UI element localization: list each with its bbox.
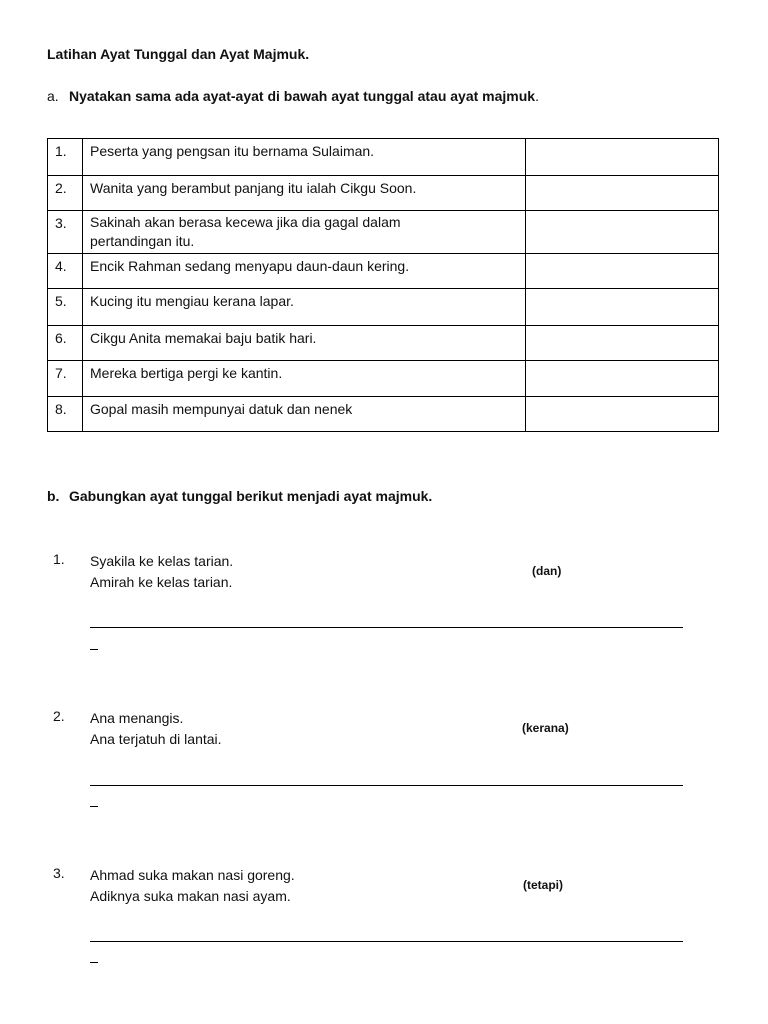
answer-line-tail: [90, 806, 98, 807]
worksheet-title: Latihan Ayat Tunggal dan Ayat Majmuk.: [47, 46, 310, 62]
sentence-line-1: Syakila ke kelas tarian.: [90, 553, 234, 569]
row-number: 6.: [48, 326, 83, 361]
row-sentence: Cikgu Anita memakai baju batik hari.: [83, 326, 526, 361]
row-number: 1.: [48, 139, 83, 176]
row-sentence: Sakinah akan berasa kecewa jika dia gagal dalam pertandingan itu.: [83, 211, 526, 254]
answer-line[interactable]: [90, 627, 683, 628]
row-sentence: Peserta yang pengsan itu bernama Sulaiman.: [83, 139, 526, 176]
sentence-line-2: Ana terjatuh di lantai.: [90, 731, 222, 747]
row-number: 3.: [48, 211, 83, 254]
table-row: [48, 254, 719, 289]
row-number: 4.: [48, 254, 83, 289]
question-number: 1.: [53, 551, 65, 567]
section-b-marker: b.: [47, 488, 60, 504]
answer-line-tail: [90, 962, 98, 963]
answer-line[interactable]: [90, 785, 683, 786]
table-row: [48, 139, 719, 176]
section-a-period: .: [535, 88, 539, 104]
sentence-line-1: Ana menangis.: [90, 710, 184, 726]
row-number: 8.: [48, 397, 83, 432]
table-row: [48, 176, 719, 211]
section-b-instruction: Gabungkan ayat tunggal berikut menjadi ayat majmuk.: [69, 488, 433, 504]
section-a-marker: a.: [47, 88, 59, 104]
answer-cell[interactable]: [526, 139, 719, 176]
row-sentence: Encik Rahman sedang menyapu daun-daun kering.: [83, 254, 526, 289]
section-b-heading: [47, 488, 432, 504]
answer-cell[interactable]: [526, 176, 719, 211]
section-a-heading: [47, 88, 539, 104]
sentence-line-2: Adiknya suka makan nasi ayam.: [90, 888, 291, 904]
answer-line-tail: [90, 649, 98, 650]
answer-cell[interactable]: [526, 289, 719, 326]
sentence-line-2: Amirah ke kelas tarian.: [90, 574, 233, 590]
table-row: [48, 326, 719, 361]
answer-cell[interactable]: [526, 211, 719, 254]
answer-cell[interactable]: [526, 397, 719, 432]
question-number: 3.: [53, 865, 65, 881]
conjunction-hint: (tetapi): [523, 878, 563, 892]
row-sentence: Wanita yang berambut panjang itu ialah Cikgu Soon.: [83, 176, 526, 211]
row-number: 7.: [48, 361, 83, 397]
table-row: [48, 397, 719, 432]
table-row: [48, 211, 719, 254]
row-sentence: Gopal masih mempunyai datuk dan nenek: [83, 397, 526, 432]
row-sentence: Kucing itu mengiau kerana lapar.: [83, 289, 526, 326]
conjunction-hint: (kerana): [522, 721, 569, 735]
answer-cell[interactable]: [526, 361, 719, 397]
answer-line[interactable]: [90, 941, 683, 942]
sentence-table: [47, 138, 719, 432]
sentence-line-1: Ahmad suka makan nasi goreng.: [90, 867, 295, 883]
answer-cell[interactable]: [526, 326, 719, 361]
answer-cell[interactable]: [526, 254, 719, 289]
question-number: 2.: [53, 708, 65, 724]
row-sentence: Mereka bertiga pergi ke kantin.: [83, 361, 526, 397]
conjunction-hint: (dan): [532, 564, 562, 578]
table-row: [48, 361, 719, 397]
row-number: 5.: [48, 289, 83, 326]
section-a-instruction: Nyatakan sama ada ayat-ayat di bawah ayat tunggal atau ayat majmuk: [69, 88, 536, 104]
row-number: 2.: [48, 176, 83, 211]
table-row: [48, 289, 719, 326]
